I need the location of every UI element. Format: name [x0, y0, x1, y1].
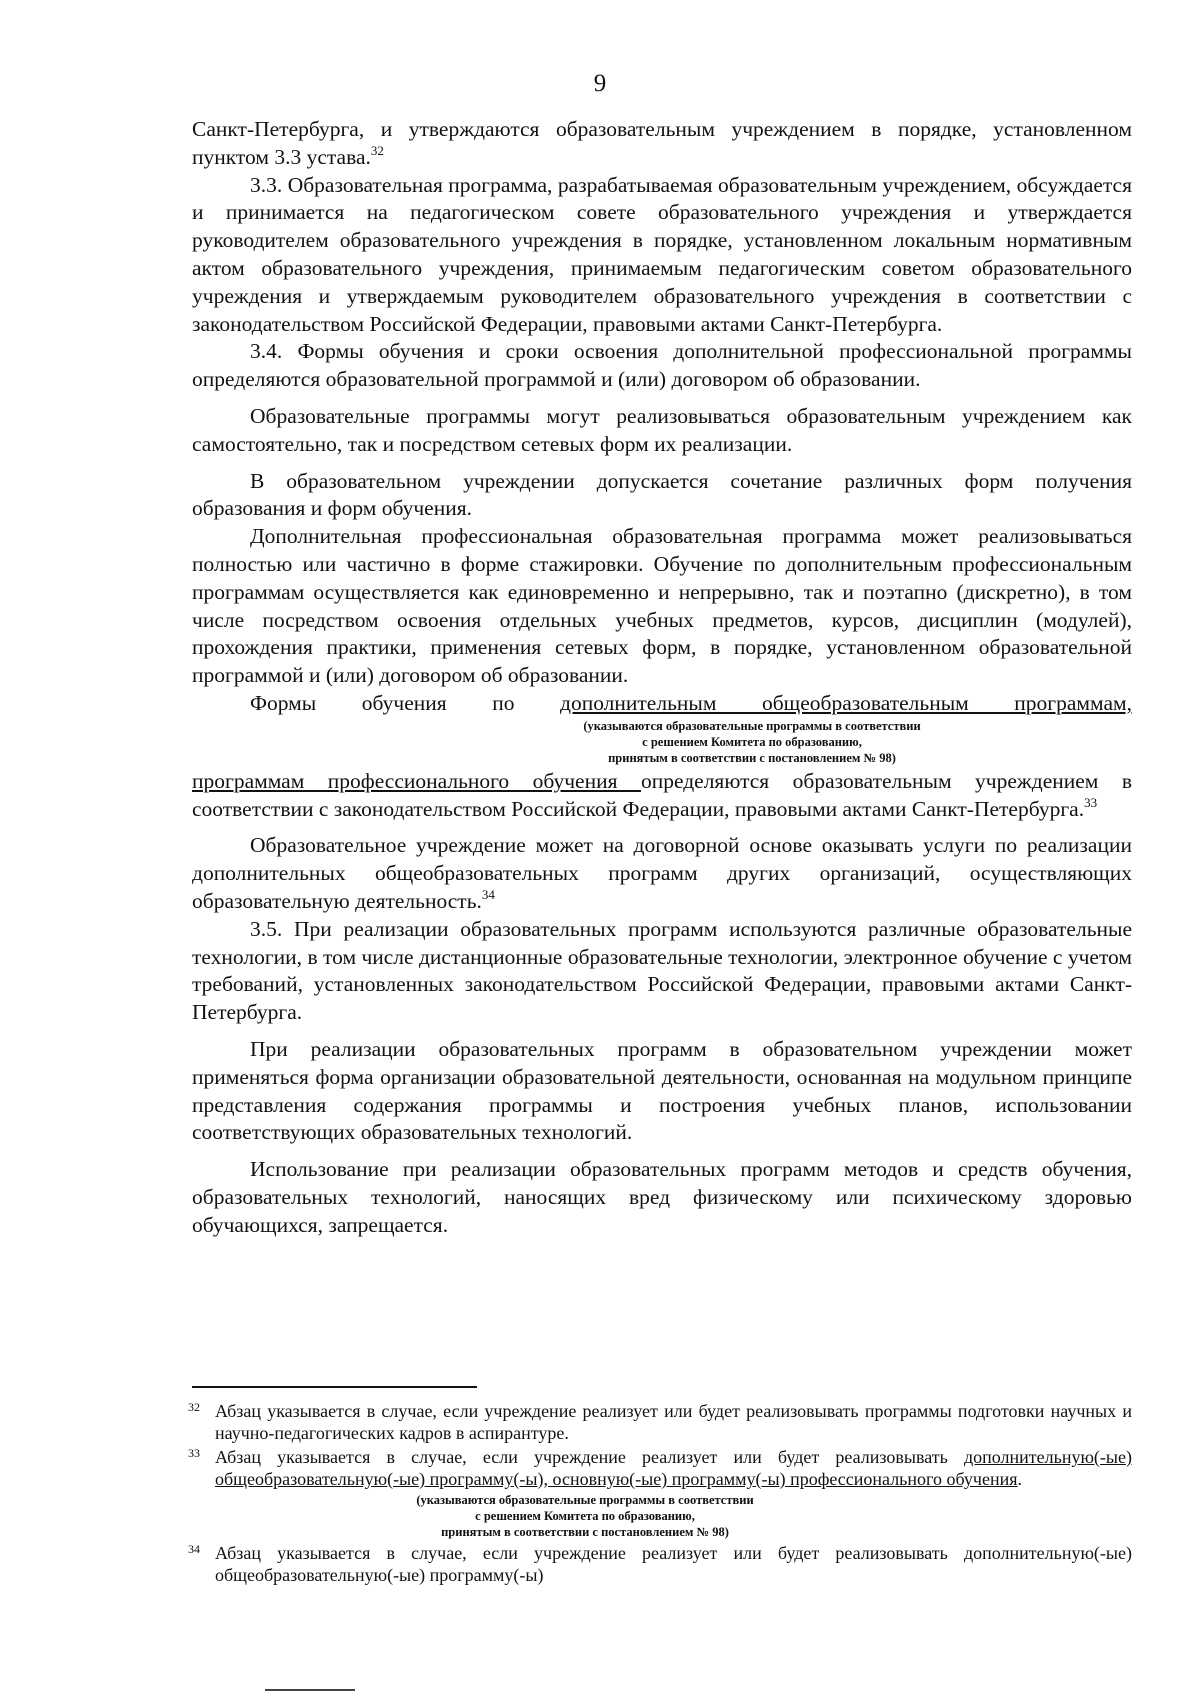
paragraph-combination: В образовательном учреждении допускается сочетание различных форм получения образования и форм обучения. [192, 468, 1132, 521]
page-number: 9 [593, 70, 607, 97]
footnote-ref-32: 32 [370, 142, 384, 158]
footnote-33: 33 Абзац указывается в случае, если учреждение реализует или будет реализовывать дополнительную(-ые) общеобразовательную(-ые) программу(-ы), основную(-ые) программу(-ы) профессионального обучения. (указываются образовательные программы в соответствии с решением Комитета по образованию, принятым в соответствии с постановлением № 98) [184, 1446, 1132, 1540]
footnote-ref-34: 34 [481, 886, 495, 902]
paragraph-3-4: 3.4. Формы обучения и сроки освоения дополнительной профессиональной программы определяются образовательной программой и (или) договором об образовании. [192, 339, 1132, 392]
program-note: (указываются образовательные программы в соответствии с решением Комитета по образованию, принятым в соответствии с постановлением № 98) [583, 718, 921, 765]
scan-edge-mark [265, 1689, 355, 1691]
footnotes [184, 1400, 1132, 1588]
footnote-32: 32 Абзац указывается в случае, если учреждение реализует или будет реализовывать программы подготовки научных и научно-педагогических кадров в аспирантуре. [184, 1400, 1132, 1444]
paragraph-forms-lead: Формы обучения по дополнительным общеобразовательным программам, [250, 690, 1133, 715]
underlined-program-type-2: программам профессионального обучения [192, 768, 641, 793]
paragraph-additional-program: Дополнительная профессиональная образовательная программа может реализовываться полностью или частично в форме стажировки. Обучение по дополнительным профессиональным программам осуществляется как единовременно и непрерывно, так и поэтапно (дискретно), в том числе посредством освоения отдельных учебных предметов, курсов, дисциплин (модулей), прохождения практики, применения сетевых форм, в порядке, установленном образовательной программой и (или) договором об образовании. [192, 524, 1132, 688]
footnote-number: 32 [188, 1400, 200, 1414]
footnote-number: 33 [188, 1446, 200, 1460]
paragraph-continuation: Санкт-Петербурга, и утверждаются образовательным учреждением в порядке, установленном пунктом 3.3 устава.$^{32}$ [192, 117, 1132, 169]
footnote-number: 34 [188, 1542, 200, 1556]
paragraph-3-3: 3.3. Образовательная программа, разрабатываемая образовательным учреждением, обсуждается и принимается на педагогическом совете образовательного учреждения и утверждается руководителем образовательного учреждения в порядке, установленном локальным нормативным актом образовательного учреждения, принимаемым педагогическим советом образовательного учреждения и утверждаемым руководителем образовательного учреждения в соответствии с законодательством Российской Федерации, правовыми актами Санкт-Петербурга. [192, 172, 1132, 336]
footnote-34: 34 Абзац указывается в случае, если учреждение реализует или будет реализовывать дополнительную(-ые) общеобразовательную(-ые) программу(-ы) [184, 1542, 1132, 1586]
paragraph-contract-services: Образовательное учреждение может на договорной основе оказывать услуги по реализации дополнительных общеобразовательных программ других организаций, осуществляющих образовательную деятельность.$^{34}$ [192, 833, 1132, 913]
footnote-ref-33: 33 [1084, 794, 1098, 810]
footnote-separator [192, 1386, 477, 1388]
paragraph-prohibition: Использование при реализации образовательных программ методов и средств обучения, образовательных технологий, наносящих вред физическому или психическому здоровью обучающихся, запрещается. [192, 1157, 1132, 1237]
document-body [192, 116, 1132, 1239]
footnote-program-note: (указываются образовательные программы в соответствии с решением Комитета по образованию, принятым в соответствии с постановлением № 98) [416, 1493, 754, 1539]
paragraph-network-forms: Образовательные программы могут реализовываться образовательным учреждением как самостоятельно, так и посредством сетевых форм их реализации. [192, 403, 1132, 456]
paragraph-3-5: 3.5. При реализации образовательных программ используются различные образовательные технологии, в том числе дистанционные образовательные технологии, электронное обучение с учетом требований, установленных законодательством Российской Федерации, правовыми актами Санкт-Петербурга. [192, 916, 1132, 1025]
paragraph-forms-continuation: программам профессионального обучения определяются образовательным учреждением в соответствии с законодательством Российской Федерации, правовыми актами Санкт-Петербурга.$^{33}$ [192, 768, 1132, 821]
paragraph-modular: При реализации образовательных программ в образовательном учреждении может применяться форма организации образовательной деятельности, основанная на модульном принципе представления содержания программы и построения учебных планов, использовании соответствующих образовательных технологий. [192, 1036, 1132, 1145]
underlined-program-type: дополнительным общеобразовательным программам, [560, 690, 1133, 715]
